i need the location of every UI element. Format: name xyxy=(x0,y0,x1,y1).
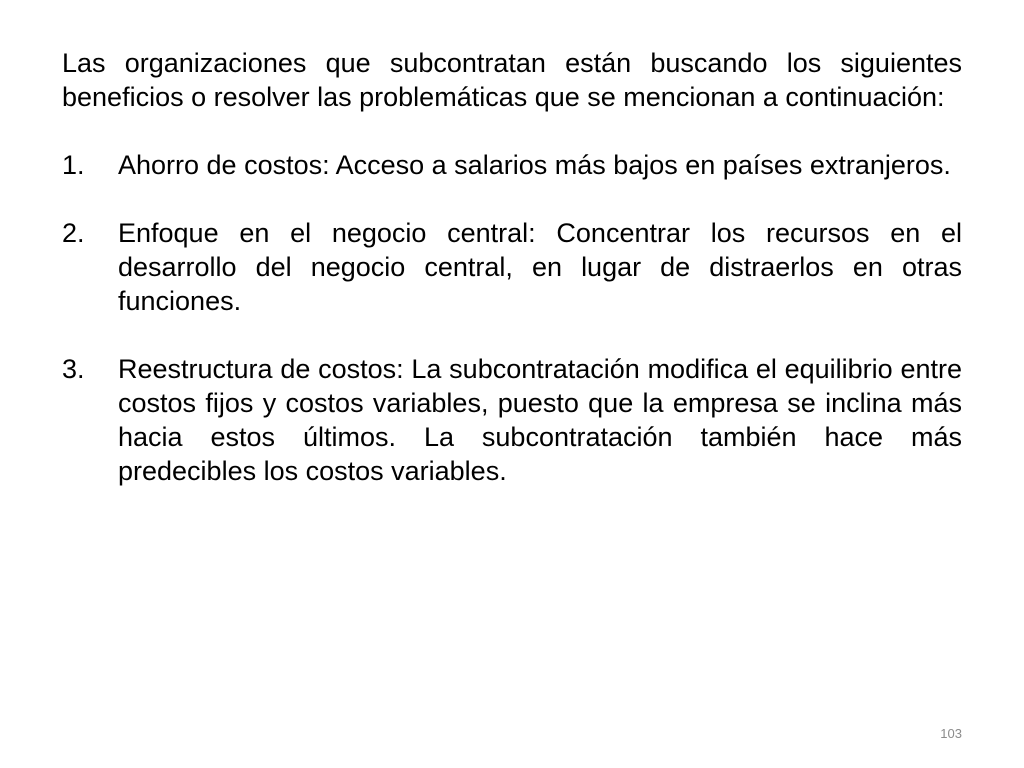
list-item-text: Ahorro de costos: Acceso a salarios más bajos en países extranjeros. xyxy=(118,150,951,180)
page-number: 103 xyxy=(940,726,962,741)
slide-content xyxy=(62,46,962,488)
list-item-number: 3. xyxy=(62,354,85,384)
list-item-text: Enfoque en el negocio central: Concentrar los recursos en el desarrollo del negocio central, en lugar de distraerlos en otras funciones. xyxy=(118,218,962,316)
list-item-3 xyxy=(62,352,962,488)
list-item-2 xyxy=(62,216,962,318)
list-item-text: Reestructura de costos: La subcontratación modifica el equilibrio entre costos fijos y costos variables, puesto que la empresa se inclina más hacia estos últimos. La subcontratación también hace más predecibles los costos variables. xyxy=(118,354,962,486)
list-item-1 xyxy=(62,148,962,182)
intro-paragraph: Las organizaciones que subcontratan están buscando los siguientes beneficios o resolver las problemáticas que se mencionan a continuación: xyxy=(62,48,962,112)
list-item-number: 2. xyxy=(62,218,85,248)
list-item-number: 1. xyxy=(62,150,85,180)
benefits-list xyxy=(62,148,962,488)
